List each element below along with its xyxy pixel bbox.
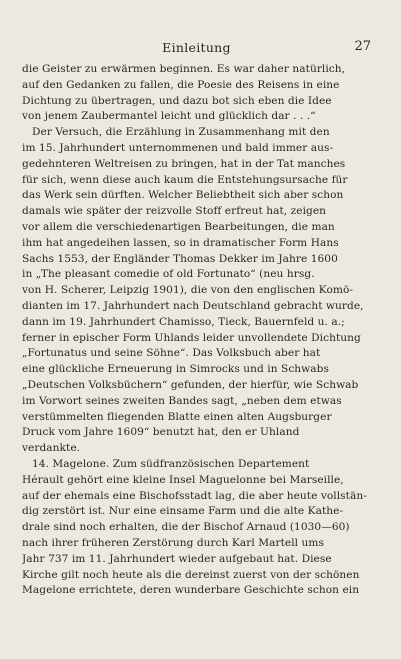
- text-line: vor allem die verschiedenartigen Bearbeitungen, die man: [22, 220, 335, 233]
- text-line: in „The pleasant comedie of old Fortunato“ (neu hrsg.: [22, 268, 315, 281]
- running-head: [22, 40, 371, 56]
- page-number: 27: [354, 39, 371, 54]
- body-text: [22, 62, 381, 599]
- text-line: auf der ehemals eine Bischofsstadt lag, die aber heute vollstän-: [22, 489, 367, 502]
- text-line: „Fortunatus und seine Söhne“. Das Volksbuch aber hat: [22, 347, 321, 360]
- text-line: ihm hat angedeihen lassen, so in dramatischer Form Hans: [22, 236, 339, 249]
- text-line: die Geister zu erwärmen beginnen. Es war daher natürlich,: [22, 63, 346, 75]
- text-line: Sachs 1553, der Engländer Thomas Dekker im Jahre 1600: [22, 252, 338, 265]
- text-line: für sich, wenn diese auch kaum die Entstehungsursache für: [22, 173, 348, 186]
- text-line: Kirche gilt noch heute als die dereinst zuerst von der schönen: [22, 568, 360, 581]
- text-line: von jenem Zaubermantel leicht und glücklich dar . . .“: [22, 110, 316, 123]
- text-line: dianten im 17. Jahrhundert nach Deutschland gebracht wurde,: [22, 299, 364, 312]
- text-line: Der Versuch, die Erzählung in Zusammenhang mit den: [32, 126, 330, 139]
- text-line: verdankte.: [22, 442, 81, 455]
- running-head-title: Einleitung: [162, 40, 231, 55]
- text-line: eine glückliche Erneuerung in Simrocks und in Schwabs: [22, 363, 329, 376]
- text-line: Magelone errichtete, deren wunderbare Geschichte schon ein: [22, 584, 360, 597]
- text-line: Druck vom Jahre 1609“ benutzt hat, den er Uhland: [22, 426, 300, 439]
- text-line: Jahr 737 im 11. Jahrhundert wieder aufgebaut hat. Diese: [22, 552, 332, 565]
- text-line: verstümmelten fliegenden Blatte einen alten Augsburger: [22, 410, 332, 423]
- text-line: Dichtung zu übertragen, und dazu bot sich eben die Idee: [22, 94, 332, 107]
- text-line: dann im 19. Jahrhundert Chamisso, Tieck, Bauernfeld u. a.;: [22, 315, 345, 328]
- text-line: das Werk sein dürften. Welcher Beliebtheit sich aber schon: [22, 189, 344, 202]
- text-line: im 15. Jahrhundert unternommenen und bald immer aus-: [22, 141, 334, 154]
- text-line: damals wie später der reizvolle Stoff erfreut hat, zeigen: [22, 205, 327, 218]
- text-line: drale sind noch erhalten, die der Bischof Arnaud (1030—60): [22, 521, 350, 534]
- text-line: Hérault gehört eine kleine Insel Maguelonne bei Marseille,: [22, 473, 344, 486]
- text-line: auf den Gedanken zu fallen, die Poesie des Reisens in eine: [22, 78, 340, 91]
- text-line: gedehnteren Weltreisen zu bringen, hat in der Tat manches: [22, 157, 346, 170]
- text-line: nach ihrer früheren Zerstörung durch Karl Martell ums: [22, 536, 324, 549]
- text-line: 14. Magelone. Zum südfranzösischen Departement: [32, 457, 310, 470]
- text-line: im Vorwort seines zweiten Bandes sagt, „neben dem etwas: [22, 394, 342, 407]
- text-line: dig zerstört ist. Nur eine einsame Farm und die alte Kathe-: [22, 505, 344, 518]
- text-line: ferner in epischer Form Uhlands leider unvollendete Dichtung: [22, 331, 361, 344]
- text-line: von H. Scherer, Leipzig 1901), die von den englischen Komö-: [22, 284, 354, 297]
- text-line: „Deutschen Volksbüchern“ gefunden, der hierfür, wie Schwab: [22, 378, 359, 391]
